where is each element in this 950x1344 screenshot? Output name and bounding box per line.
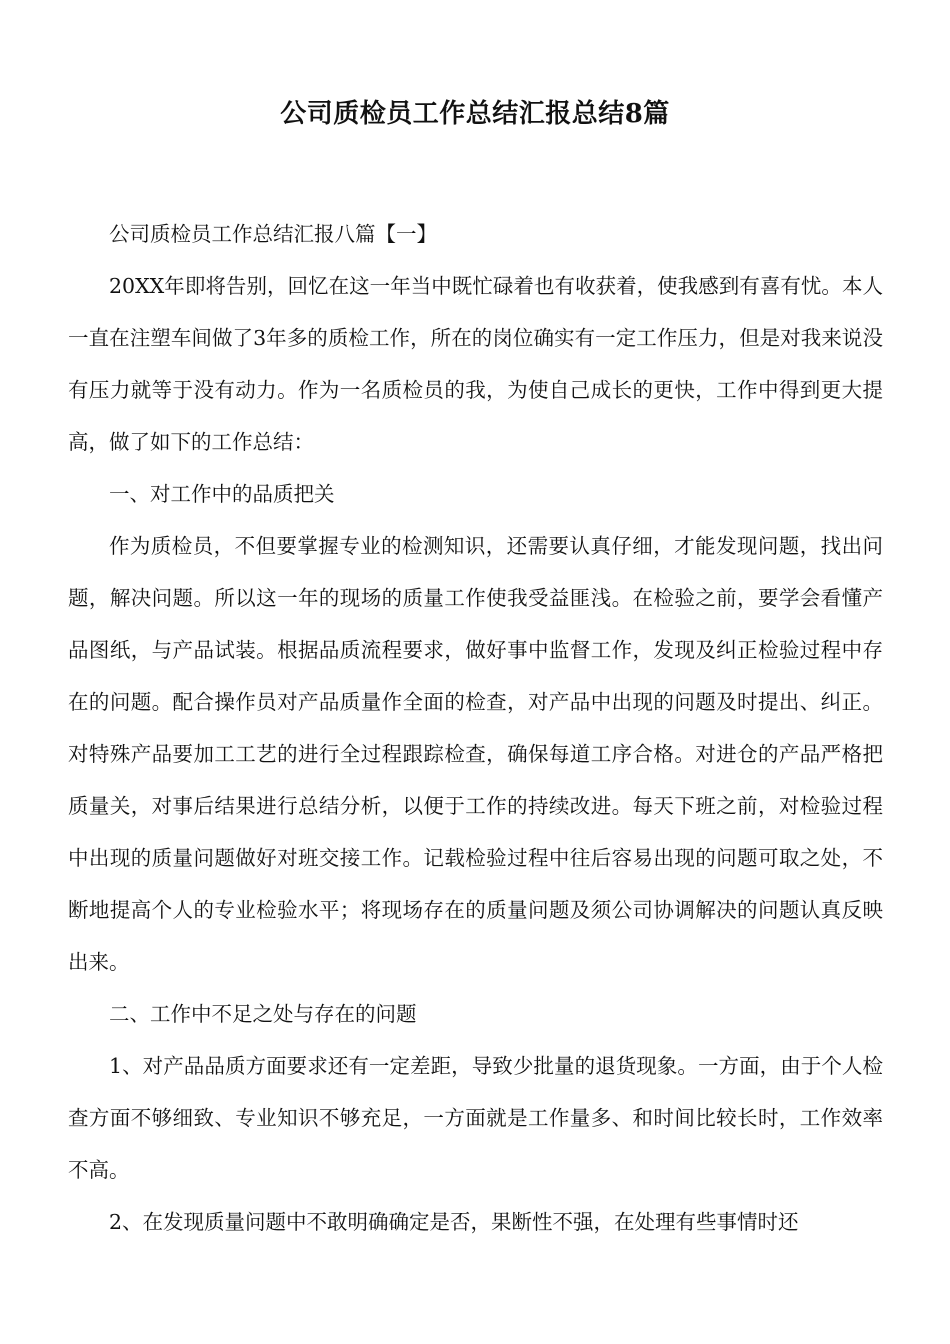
body-paragraph: 20XX年即将告别，回忆在这一年当中既忙碌着也有收获着，使我感到有喜有忧。本人一直在注塑车间做了3年多的质检工作，所在的岗位确实有一定工作压力，但是对我来说没有压力就等于没有动力。作为一名质检员的我，为使自己成长的更快，工作中得到更大提高，做了如下的工作总结： bbox=[68, 274, 883, 454]
section-heading: 公司质检员工作总结汇报八篇【一】 bbox=[109, 222, 437, 246]
section-heading: 二、工作中不足之处与存在的问题 bbox=[109, 1002, 417, 1026]
document-body bbox=[68, 208, 883, 1248]
body-paragraph: 作为质检员，不但要掌握专业的检测知识，还需要认真仔细，才能发现问题，找出问题，解决问题。所以这一年的现场的质量工作使我受益匪浅。在检验之前，要学会看懂产品图纸，与产品试装。根据品质流程要求，做好事中监督工作，发现及纠正检验过程中存在的问题。配合操作员对产品质量作全面的检查，对产品中出现的问题及时提出、纠正。对特殊产品要加工工艺的进行全过程跟踪检查，确保每道工序合格。对进仓的产品严格把质量关，对事后结果进行总结分析，以便于工作的持续改进。每天下班之前，对检验过程中出现的质量问题做好对班交接工作。记载检验过程中往后容易出现的问题可取之处，不断地提高个人的专业检验水平；将现场存在的质量问题及须公司协调解决的问题认真反映出来。 bbox=[68, 534, 883, 974]
body-paragraph: 1、对产品品质方面要求还有一定差距，导致少批量的退货现象。一方面，由于个人检查方面不够细致、专业知识不够充足，一方面就是工作量多、和时间比较长时，工作效率不高。 bbox=[68, 1054, 883, 1182]
body-paragraph: 2、在发现质量问题中不敢明确确定是否，果断性不强，在处理有些事情时还 bbox=[109, 1210, 799, 1234]
section-heading: 一、对工作中的品质把关 bbox=[109, 482, 335, 506]
document-title: 公司质检员工作总结汇报总结8篇 bbox=[280, 99, 670, 129]
